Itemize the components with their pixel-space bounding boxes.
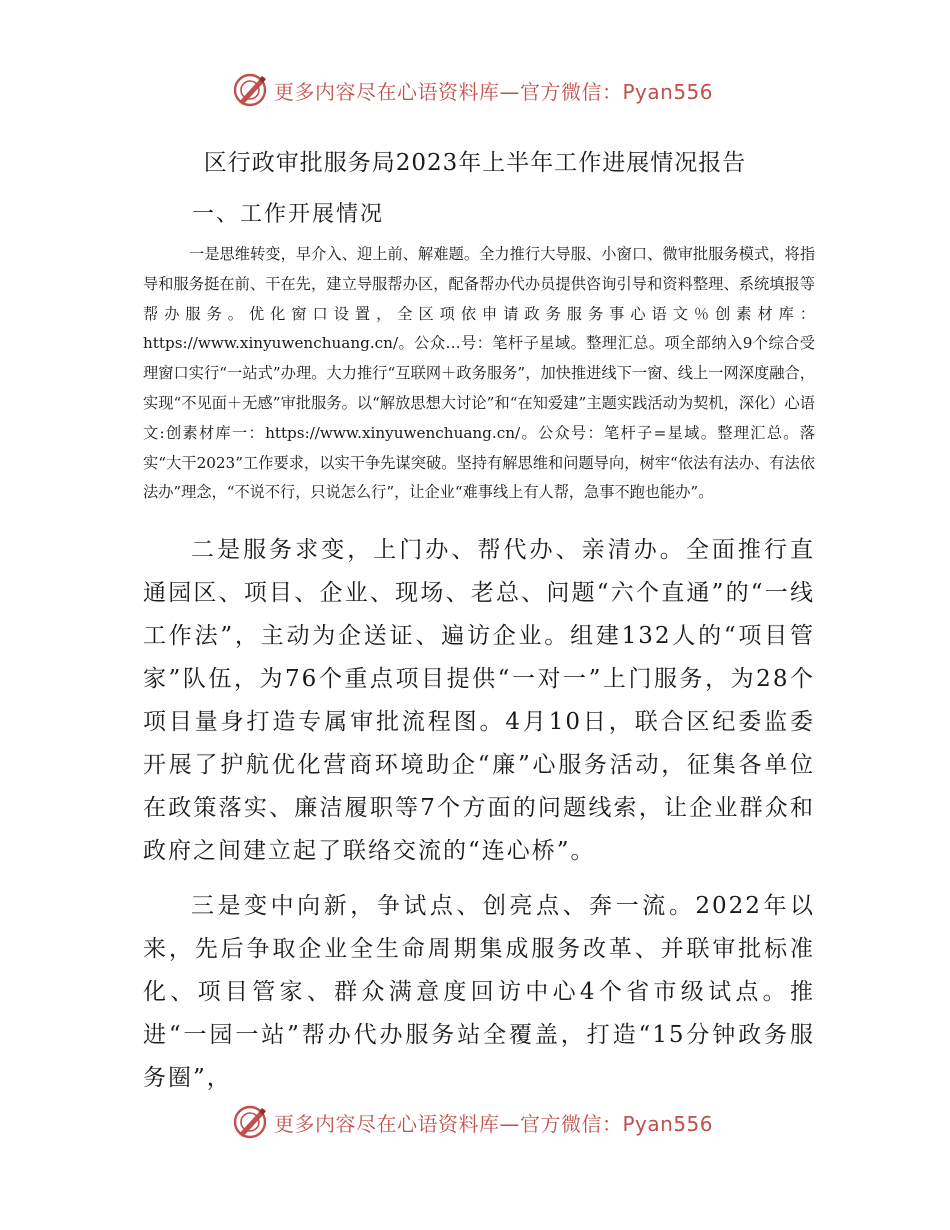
banner-text: 更多内容尽在心语资料库—官方微信：Pyan556 [274,1111,714,1136]
header-banner [232,70,712,110]
banner-text: 更多内容尽在心语资料库—官方微信：Pyan556 [274,79,714,104]
pen-logo-icon [232,1104,268,1140]
pen-logo-icon [232,72,268,108]
paragraph-2: 二是服务求变，上门办、帮代办、亲清办。全面推行直通园区、项目、企业、现场、老总、问题“六个直通”的“一线工作法”，主动为企送证、遍访企业。组建132人的“项目管家”队伍，为76个重点项目提供“一对一”上门服务，为28个项目量身打造专属审批流程图。4月10日，联合区纪委监委开展了护航优化营商环境助企“廉”心服务活动，征集各单位在政策落实、廉洁履职等7个方面的问题线索，让企业群众和政府之间建立起了联络交流的“连心桥”。 [143,537,815,864]
footer-banner [232,1102,712,1142]
document-title: 区行政审批服务局2023年上半年工作进展情况报告 [203,150,747,176]
paragraph-3: 三是变中向新，争试点、创亮点、奔一流。2022年以来，先后争取企业全生命周期集成服务改革、并联审批标准化、项目管家、群众满意度回访中心4个省市级试点。推进“一园一站”帮办代办服务站全覆盖，打造“15分钟政务服务圈”， [143,893,815,1091]
paragraph-1: 一是思维转变，早介入、迎上前、解难题。全力推行大导服、小窗口、微审批服务模式，将指导和服务挺在前、干在先，建立导服帮办区，配备帮办代办员提供咨询引导和资料整理、系统填报等帮办服务。优化窗口设置，全区项依申请政务服务事心语文％创素材库：https://www.xinyuwenchuang.cn/。公众…号：笔杆子星域。整理汇总。项全部纳入9个综合受理窗口实行“一站式”办理。大力推行“互联网＋政务服务”，加快推进线下一窗、线上一网深度融合，实现“不见面＋无感”审批服务。以“解放思想大讨论”和“在知爱建”主题实践活动为契机，深化）心语文:创素材库一：https://www.xinyuwenchuang.cn/。公众号：笔杆子=星域。整理汇总。落实“大干2023”工作要求，以实干争先谋突破。坚持有解思维和问题导向，树牢“依法有法办、有法依法办”理念，“不说不行，只说怎么行”，让企业“难事线上有人帮，急事不跑也能办”。 [143,245,815,502]
section-heading: 一、工作开展情况 [192,202,385,227]
